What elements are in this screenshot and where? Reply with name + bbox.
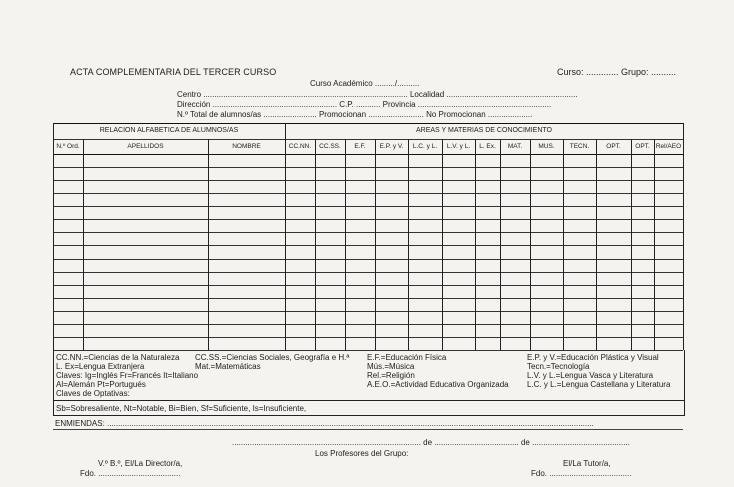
legend-lcl: L.C. y L.=Lengua Castellana y Literatura bbox=[527, 380, 671, 389]
grid-column-line bbox=[654, 139, 655, 350]
column-header-5: E.F. bbox=[354, 143, 366, 150]
document-title: ACTA COMPLEMENTARIA DEL TERCER CURSO bbox=[70, 67, 277, 77]
legend-lvl: L.V. y L.=Lengua Vasca y Literatura bbox=[527, 371, 654, 380]
legend-ef: E.F.=Educación Física bbox=[367, 353, 447, 362]
legend-ccnn: CC.NN.=Ciencias de la Naturaleza bbox=[56, 353, 180, 362]
grid-column-line bbox=[596, 139, 597, 350]
grid-border-right bbox=[683, 123, 684, 350]
grid-column-line bbox=[208, 139, 209, 350]
fecha-field: ..................................................................................... de ...................................... de ............................................ bbox=[232, 438, 630, 447]
legend-rel: Rel.=Religión bbox=[367, 371, 415, 380]
curso-grupo-field: Curso: ............. Grupo: .......... bbox=[557, 67, 677, 77]
grid-row-line bbox=[53, 324, 683, 325]
column-header-13: OPT. bbox=[606, 143, 621, 150]
grid-column-line bbox=[375, 139, 376, 350]
legend-box bbox=[53, 350, 685, 416]
grid-row-line bbox=[53, 154, 683, 155]
column-header-14: OPT. bbox=[635, 143, 650, 150]
tutor-label: El/La Tutor/a, bbox=[563, 459, 611, 468]
legend-claves: Claves: Ig=Inglés Fr=Francés It=Italiano bbox=[56, 371, 199, 380]
grid-column-line bbox=[315, 139, 316, 350]
legend-claves2: Al=Alemán Pt=Portugués bbox=[56, 380, 146, 389]
column-header-15: Rel/AEO bbox=[655, 143, 682, 150]
grid-row-line bbox=[53, 245, 683, 246]
grid-column-line bbox=[500, 139, 501, 350]
legend-grades: Sb=Sobresaliente, Nt=Notable, Bi=Bien, Sf=Suficiente, Is=Insuficiente, bbox=[56, 404, 307, 413]
legend-mus: Mús.=Música bbox=[367, 362, 415, 371]
legend-mat: Mat.=Matemáticas bbox=[195, 362, 261, 371]
grid-border-left bbox=[53, 123, 54, 350]
grid-row-line bbox=[53, 219, 683, 220]
column-header-8: L.V. y L. bbox=[446, 143, 471, 150]
grid-row-line bbox=[53, 285, 683, 286]
vb-director-label: V.º B.º, El/La Director/a, bbox=[98, 459, 183, 468]
section-alumnos-label: RELACION ALFABETICA DE ALUMNOS/AS bbox=[99, 127, 239, 134]
column-header-10: MAT. bbox=[507, 143, 523, 150]
legend-divider bbox=[54, 400, 684, 401]
total-alumnos-field: N.º Total de alumnos/as ........................ Promocionan ......................... No Promocionan .................... bbox=[177, 110, 533, 119]
column-header-12: TECN. bbox=[569, 143, 590, 150]
column-header-7: L.C. y L. bbox=[412, 143, 438, 150]
section-divider bbox=[285, 123, 286, 350]
fdo-director-field: Fdo. ..................................... bbox=[80, 469, 181, 478]
grid-row-line bbox=[53, 206, 683, 207]
column-header-2: NOMBRE bbox=[232, 143, 261, 150]
column-header-11: MUS. bbox=[538, 143, 555, 150]
fdo-tutor-field: Fdo. ..................................... bbox=[531, 469, 632, 478]
grid-column-line bbox=[408, 139, 409, 350]
section-areas-label: AREAS Y MATERIAS DE CONOCIMIENTO bbox=[415, 127, 552, 134]
column-header-9: L. Ex. bbox=[479, 143, 496, 150]
column-header-3: CC.NN. bbox=[288, 143, 312, 150]
legend-tecn: Tecn.=Tecnología bbox=[527, 362, 590, 371]
grid-row-line bbox=[53, 311, 683, 312]
legend-optativas: Claves de Optativas: bbox=[56, 389, 130, 398]
curso-academico-field: Curso Académico ........./.......... bbox=[310, 79, 420, 88]
grid-row-line bbox=[53, 180, 683, 181]
grid-row-line bbox=[53, 272, 683, 273]
grid-row-line bbox=[53, 139, 683, 140]
grid-column-line bbox=[475, 139, 476, 350]
centro-field: Centro ............................................................................................ Localidad ........................................................... bbox=[177, 90, 578, 99]
grid-column-line bbox=[83, 139, 84, 350]
grid-row-line bbox=[53, 298, 683, 299]
grid-column-line bbox=[563, 139, 564, 350]
grid-column-line bbox=[442, 139, 443, 350]
grid-row-line bbox=[53, 337, 683, 338]
column-header-6: E.P. y V. bbox=[379, 143, 404, 150]
enmiendas-rule bbox=[53, 429, 683, 430]
direccion-field: Dirección ........................................................ C.P. ........... Provincia ............................................................ bbox=[177, 100, 552, 109]
grid-row-line bbox=[53, 167, 683, 168]
enmiendas-field: ENMIENDAS: ........................................................................................................................................................................................................................... bbox=[55, 419, 594, 428]
legend-epv: E.P. y V.=Educación Plástica y Visual bbox=[527, 353, 659, 362]
grid-row-line bbox=[53, 232, 683, 233]
column-header-1: APELLIDOS bbox=[127, 143, 164, 150]
legend-ccss: CC.SS.=Ciencias Sociales, Geografía e H.ª bbox=[195, 353, 350, 362]
profesores-label: Los Profesores del Grupo: bbox=[315, 449, 409, 458]
grades-table bbox=[53, 123, 683, 350]
column-header-4: CC.SS. bbox=[319, 143, 341, 150]
grid-row-line bbox=[53, 259, 683, 260]
grid-column-line bbox=[345, 139, 346, 350]
legend-aeo: A.E.O.=Actividad Educativa Organizada bbox=[367, 380, 509, 389]
grid-column-line bbox=[631, 139, 632, 350]
legend-lex: L. Ex=Lengua Extranjera bbox=[56, 362, 145, 371]
grid-row-line bbox=[53, 123, 683, 124]
grid-column-line bbox=[530, 139, 531, 350]
column-header-0: N.º Ord. bbox=[56, 143, 80, 150]
grid-row-line bbox=[53, 193, 683, 194]
